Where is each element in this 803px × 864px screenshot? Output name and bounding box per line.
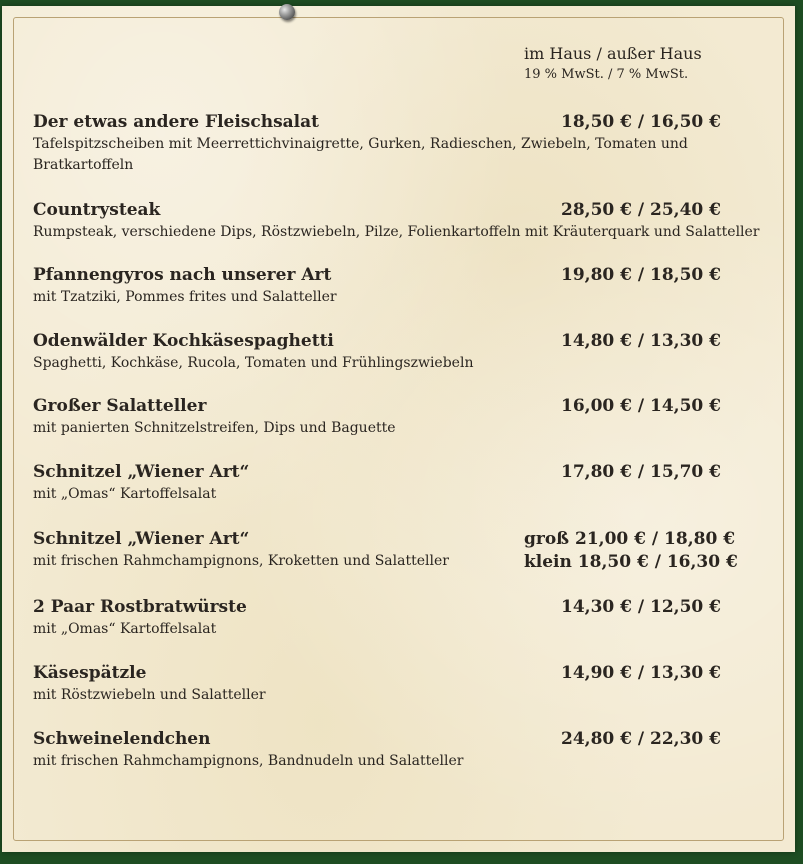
menu-item-price: 24,80 € / 22,30 € bbox=[561, 729, 722, 749]
menu-item-price-large: groß 21,00 € / 18,80 € bbox=[524, 529, 736, 549]
menu-item-name: Schweinelendchen bbox=[33, 729, 211, 749]
menu-item bbox=[33, 199, 773, 243]
menu-item-name: Großer Salatteller bbox=[33, 396, 207, 416]
menu-item-name: Der etwas andere Fleischsalat bbox=[33, 112, 320, 132]
menu-item-price: 17,80 € / 15,70 € bbox=[561, 462, 722, 482]
menu-item-description: mit Röstzwiebeln und Salatteller bbox=[33, 687, 266, 703]
menu-item-description: Rumpsteak, verschiedene Dips, Röstzwiebeln, Pilze, Folienkartoffeln mit Kräuterquark und Salatteller bbox=[33, 224, 760, 240]
menu-item-name: Käsespätzle bbox=[33, 663, 147, 683]
menu-item-price-sizes bbox=[524, 528, 738, 573]
menu-item bbox=[33, 596, 773, 640]
menu-item bbox=[33, 395, 773, 439]
menu-item bbox=[33, 111, 773, 176]
menu-item bbox=[33, 528, 773, 572]
menu-item bbox=[33, 728, 773, 772]
price-header-location: im Haus / außer Haus bbox=[524, 44, 702, 63]
menu-item-name: 2 Paar Rostbratwürste bbox=[33, 597, 247, 617]
menu-item-description: mit „Omas“ Kartoffelsalat bbox=[33, 621, 217, 637]
menu-item-price: 14,30 € / 12,50 € bbox=[561, 597, 722, 617]
menu-item bbox=[33, 330, 773, 374]
menu-item bbox=[33, 264, 773, 308]
menu-item-description: mit frischen Rahmchampignons, Kroketten und Salatteller bbox=[33, 553, 449, 569]
menu-item-name: Countrysteak bbox=[33, 200, 161, 220]
menu-item-price: 28,50 € / 25,40 € bbox=[561, 200, 722, 220]
menu-item-name: Pfannengyros nach unserer Art bbox=[33, 265, 332, 285]
menu-item-price: 18,50 € / 16,50 € bbox=[561, 112, 722, 132]
menu-item-description: mit Tzatziki, Pommes frites und Salatteller bbox=[33, 289, 337, 305]
pushpin-icon bbox=[279, 4, 295, 20]
menu-item-description: mit panierten Schnitzelstreifen, Dips und Baguette bbox=[33, 420, 396, 436]
menu-item-description: mit frischen Rahmchampignons, Bandnudeln und Salatteller bbox=[33, 753, 464, 769]
menu-item-description: Spaghetti, Kochkäse, Rucola, Tomaten und Frühlingszwiebeln bbox=[33, 355, 474, 371]
menu-item-name: Schnitzel „Wiener Art“ bbox=[33, 529, 250, 549]
menu-item-price-small: klein 18,50 € / 16,30 € bbox=[524, 552, 738, 572]
menu-item bbox=[33, 461, 773, 505]
menu-item-description: Tafelspitzscheiben mit Meerrettichvinaigrette, Gurken, Radieschen, Zwiebeln, Tomaten und Bratkartoffeln bbox=[33, 136, 688, 173]
menu-item-price: 14,80 € / 13,30 € bbox=[561, 331, 722, 351]
price-header-vat: 19 % MwSt. / 7 % MwSt. bbox=[524, 67, 689, 82]
menu-item-name: Odenwälder Kochkäsespaghetti bbox=[33, 331, 334, 351]
menu-item bbox=[33, 662, 773, 706]
menu-item-price: 16,00 € / 14,50 € bbox=[561, 396, 722, 416]
menu-item-description: mit „Omas“ Kartoffelsalat bbox=[33, 486, 217, 502]
price-header bbox=[524, 44, 702, 84]
menu-item-name: Schnitzel „Wiener Art“ bbox=[33, 462, 250, 482]
menu-item-price: 19,80 € / 18,50 € bbox=[561, 265, 722, 285]
menu-item-price: 14,90 € / 13,30 € bbox=[561, 663, 722, 683]
